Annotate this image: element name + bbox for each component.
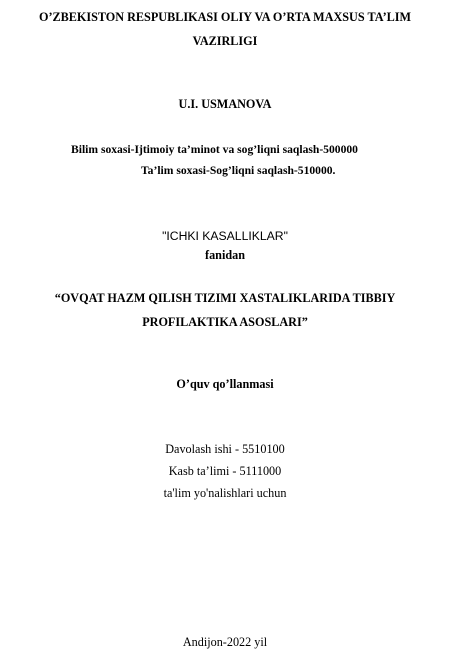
education-field: Ta’lim soxasi-Sog’liqni saqlash-510000.	[141, 164, 336, 177]
specialty-line-1: Davolash ishi - 5510100	[165, 442, 285, 456]
ministry-line-2: VAZIRLIGI	[192, 34, 258, 48]
author-name: U.I. USMANOVA	[178, 97, 272, 111]
specialty-line-2: Kasb ta’limi - 5111000	[168, 464, 282, 478]
title-line-1: “OVQAT HAZM QILISH TIZIMI XASTALIKLARIDA TIBBIY	[54, 291, 396, 305]
footer-city-year: Andijon-2022 yil	[182, 635, 268, 649]
title-line-2: PROFILAKTIKA ASOSLARI”	[142, 315, 308, 329]
subject-suffix: fanidan	[205, 248, 245, 262]
knowledge-field: Bilim soxasi-Ijtimoiy ta’minot va sog’liqni saqlash-500000	[71, 143, 358, 156]
ministry-line-1: O’ZBEKISTON RESPUBLIKASI OLIY VA O’RTA MAXSUS TA’LIM	[38, 10, 412, 24]
specialty-line-3: ta'lim yo'nalishlari uchun	[163, 486, 287, 500]
document-type: O’quv qo’llanmasi	[176, 377, 274, 391]
subject-name: "ICHKI KASALLIKLAR"	[162, 229, 288, 243]
